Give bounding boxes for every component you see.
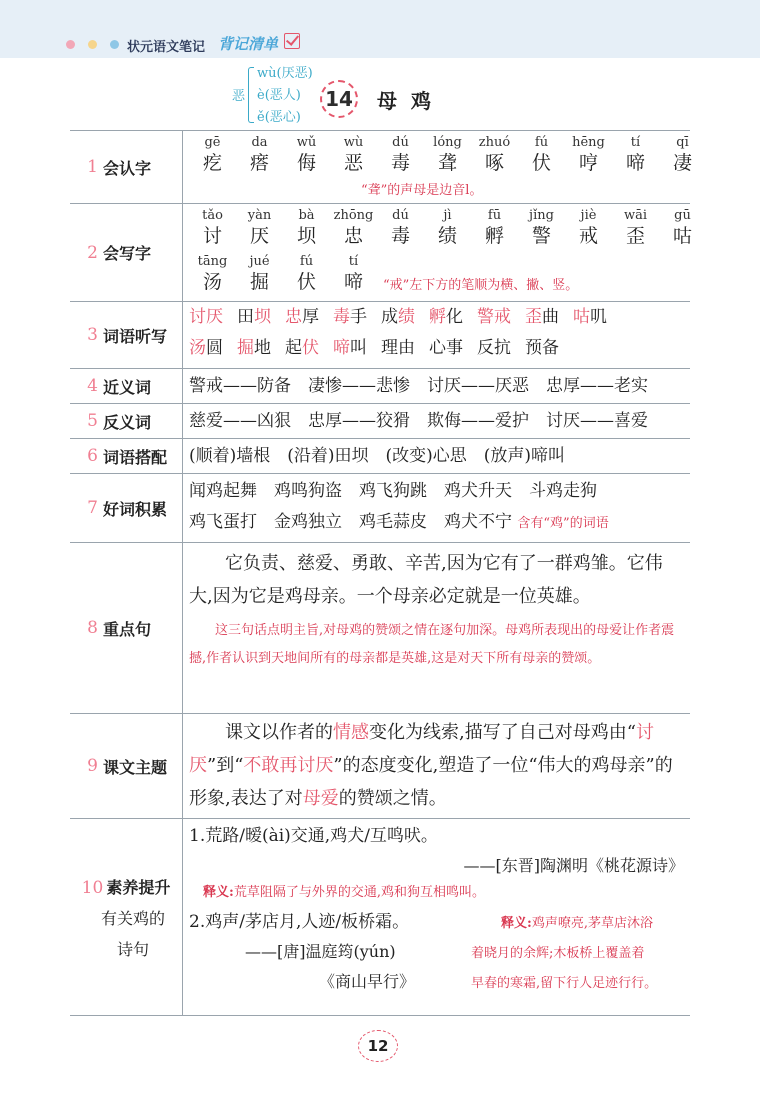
word-part: 厚 bbox=[302, 307, 319, 327]
brand-title: 状元语文笔记 bbox=[127, 40, 206, 55]
word-part: 圆 bbox=[206, 338, 223, 358]
notes-table bbox=[70, 130, 690, 1016]
section-content bbox=[183, 204, 706, 301]
word-part: 忠 bbox=[285, 307, 302, 327]
word-line: 闻鸡起舞 鸡鸣狗盗 鸡飞狗跳 鸡犬升天 斗鸡走狗 bbox=[189, 481, 597, 501]
annotation-note: “聋”的声母是边音l。 bbox=[361, 183, 483, 198]
pinyin-char bbox=[612, 135, 659, 175]
pinyin: qī bbox=[676, 135, 689, 150]
pinyin: yàn bbox=[247, 208, 272, 223]
pinyin-char bbox=[283, 135, 330, 175]
hanzi: 侮 bbox=[296, 152, 316, 174]
dictation-word bbox=[285, 307, 319, 327]
hanzi: 哼 bbox=[578, 152, 598, 174]
pinyin-char bbox=[471, 208, 518, 248]
word-line bbox=[189, 507, 690, 539]
section-label bbox=[70, 439, 183, 473]
word-line-text: 鸡飞蛋打 金鸡独立 鸡毛蒜皮 鸡犬不宁 bbox=[189, 512, 512, 532]
dictation-word bbox=[237, 307, 271, 327]
pinyin: lóng bbox=[433, 135, 462, 150]
pinyin-char bbox=[330, 208, 377, 248]
section-synonyms bbox=[70, 369, 690, 404]
pinyin: tí bbox=[630, 135, 641, 150]
dictation-word bbox=[381, 307, 415, 327]
section-title: 课文主题 bbox=[103, 757, 168, 777]
page-header bbox=[0, 0, 760, 58]
section-content bbox=[183, 474, 690, 542]
pinyin: fú bbox=[299, 254, 314, 269]
brace-icon bbox=[248, 67, 254, 123]
meaning-line: 早春的寒霜,留下行人足迹行行。 bbox=[471, 976, 658, 991]
polyphone-note bbox=[232, 62, 322, 128]
poem-source: 《商山早行》 bbox=[319, 972, 416, 991]
section-content bbox=[183, 302, 690, 368]
section-title: 词语听写 bbox=[103, 326, 168, 346]
pinyin: tǎo bbox=[202, 208, 223, 223]
hanzi: 毒 bbox=[390, 225, 410, 247]
word-part: 成 bbox=[381, 307, 398, 327]
poem-line: 2.鸡声/茅店月,人迹/板桥霜。 bbox=[189, 912, 410, 932]
pinyin-char bbox=[565, 135, 612, 175]
section-number: 1 bbox=[87, 157, 98, 177]
dictation-word bbox=[333, 307, 367, 327]
poem-meaning bbox=[189, 881, 690, 905]
pinyin: dú bbox=[392, 135, 409, 150]
hanzi: 警 bbox=[531, 225, 551, 247]
section-theme bbox=[70, 714, 690, 819]
dictation-word bbox=[429, 307, 463, 327]
theme-text: 的赞颂之情。 bbox=[338, 788, 447, 809]
section-title: 素养提升 bbox=[106, 877, 171, 897]
theme-text: ”的态度变化,塑造了一位“伟大的鸡母亲”的形象,表达了对 bbox=[189, 755, 673, 809]
word-part: 坝 bbox=[254, 307, 271, 327]
pinyin-char bbox=[189, 208, 236, 248]
hanzi: 孵 bbox=[484, 225, 504, 247]
section-title: 近义词 bbox=[103, 377, 152, 397]
hanzi: 啼 bbox=[343, 271, 363, 293]
section-sublabel: 诗句 bbox=[116, 939, 149, 959]
hanzi: 歪 bbox=[625, 225, 645, 247]
section-recognize-chars bbox=[70, 131, 690, 204]
pinyin-char bbox=[659, 135, 706, 175]
hanzi: 忠 bbox=[343, 225, 363, 247]
word-part: 孵 bbox=[429, 307, 446, 327]
hanzi: 凄 bbox=[672, 152, 692, 174]
meaning-text: 荒草阻隔了与外界的交通,鸡和狗互相鸣叫。 bbox=[233, 885, 485, 900]
section-title: 重点句 bbox=[103, 619, 152, 639]
decor-dot-blue bbox=[110, 40, 119, 49]
word-part: 歪 bbox=[525, 307, 542, 327]
pinyin: gū bbox=[674, 208, 691, 223]
section-title: 会认字 bbox=[103, 158, 152, 178]
section-number: 5 bbox=[87, 411, 98, 431]
dictation-word bbox=[429, 338, 463, 358]
collocations-text: (顺着)墙根 (沿着)田坝 (改变)心思 (放声)啼叫 bbox=[189, 446, 566, 466]
lesson-title: 母鸡 bbox=[377, 89, 445, 113]
meaning-line bbox=[471, 909, 657, 939]
hanzi: 啄 bbox=[484, 152, 504, 174]
poem-meaning bbox=[471, 907, 657, 999]
synonyms-text: 警戒——防备 凄惨——悲惨 讨厌——厌恶 忠厚——老实 bbox=[189, 376, 648, 396]
pinyin-char bbox=[565, 208, 612, 248]
dictation-word bbox=[477, 307, 511, 327]
dictation-word bbox=[525, 338, 559, 358]
pinyin-char bbox=[236, 208, 283, 248]
dictation-word bbox=[525, 307, 559, 327]
polyphone-char: 恶 bbox=[232, 89, 246, 104]
theme-highlight: 不敢再讨厌 bbox=[243, 755, 334, 776]
dictation-word bbox=[573, 307, 607, 327]
poem-block bbox=[189, 907, 690, 999]
hanzi: 绩 bbox=[437, 225, 457, 247]
pinyin-char bbox=[330, 135, 377, 175]
hanzi: 咕 bbox=[672, 225, 692, 247]
pinyin: dú bbox=[392, 208, 409, 223]
hanzi: 疙 bbox=[202, 152, 222, 174]
pinyin: bà bbox=[298, 208, 315, 223]
section-good-words bbox=[70, 474, 690, 543]
dictation-word bbox=[285, 338, 319, 358]
pinyin-char bbox=[236, 135, 283, 175]
section-label bbox=[70, 131, 183, 203]
hanzi: 掘 bbox=[249, 271, 269, 293]
meaning-line: 着晓月的余辉;木板桥上覆盖着 bbox=[471, 946, 645, 961]
section-antonyms bbox=[70, 404, 690, 439]
pinyin-char bbox=[518, 135, 565, 175]
key-sentence-paragraph: 它负责、慈爱、勇敢、辛苦,因为它有了一群鸡雏。它伟大,因为它是鸡母亲。一个母亲必定就是一位英雄。 bbox=[189, 553, 663, 607]
hanzi: 厌 bbox=[249, 225, 269, 247]
poem-source: ——[东晋]陶渊明《桃花源诗》 bbox=[463, 856, 684, 875]
pinyin: tí bbox=[348, 254, 359, 269]
checkmark-icon bbox=[284, 33, 300, 49]
word-part: 田 bbox=[237, 307, 254, 327]
antonyms-text: 慈爱——凶狠 忠厚——狡猾 欺侮——爱护 讨厌——喜爱 bbox=[189, 411, 648, 431]
hanzi: 汤 bbox=[202, 271, 222, 293]
section-content bbox=[183, 819, 690, 1015]
pinyin-char bbox=[283, 254, 330, 294]
word-part: 毒 bbox=[333, 307, 350, 327]
pinyin-char-row bbox=[189, 135, 706, 175]
pinyin: wǔ bbox=[296, 135, 317, 150]
section-content bbox=[183, 131, 706, 203]
word-part: 化 bbox=[446, 307, 463, 327]
pinyin-char bbox=[330, 254, 377, 294]
word-part: 叫 bbox=[350, 338, 367, 358]
annotation-note: “戒”左下方的笔顺为横、撇、竖。 bbox=[383, 278, 579, 293]
theme-paragraph bbox=[189, 716, 690, 815]
polyphone-reading: è(恶人) bbox=[257, 88, 301, 103]
theme-text: ”到“ bbox=[207, 755, 244, 776]
section-number: 7 bbox=[87, 498, 98, 518]
pinyin: tāng bbox=[197, 254, 228, 269]
lesson-number: 14 bbox=[320, 80, 358, 118]
pinyin-char bbox=[377, 208, 424, 248]
section-number: 4 bbox=[87, 376, 98, 396]
page-number: 12 bbox=[358, 1030, 398, 1062]
section-number: 8 bbox=[87, 618, 98, 638]
word-part: 手 bbox=[350, 307, 367, 327]
section-number: 10 bbox=[81, 877, 104, 898]
word-text: 心事 bbox=[429, 338, 463, 358]
pinyin: fū bbox=[487, 208, 502, 223]
hanzi: 伏 bbox=[531, 152, 551, 174]
pinyin: jǐng bbox=[529, 208, 554, 223]
pinyin-char bbox=[189, 135, 236, 175]
pinyin: da bbox=[251, 135, 268, 150]
pinyin: jì bbox=[443, 208, 452, 223]
section-label bbox=[70, 404, 183, 438]
hanzi: 坝 bbox=[296, 225, 316, 247]
pinyin-char bbox=[612, 208, 659, 248]
meaning-tag: 释义: bbox=[501, 916, 532, 931]
hanzi: 恶 bbox=[343, 152, 363, 174]
pinyin: zhōng bbox=[333, 208, 374, 223]
pinyin: jué bbox=[249, 254, 270, 269]
dictation-word bbox=[189, 307, 223, 327]
dictation-word bbox=[189, 338, 223, 358]
theme-highlight: 母爱 bbox=[302, 788, 339, 809]
word-line bbox=[189, 302, 690, 333]
decor-dot-yellow bbox=[88, 40, 97, 49]
section-title: 词语搭配 bbox=[103, 447, 168, 467]
header-subtitle: 背记清单 bbox=[218, 35, 279, 53]
word-part: 掘 bbox=[237, 338, 254, 358]
polyphone-reading: ě(恶心) bbox=[257, 110, 301, 125]
hanzi: 瘩 bbox=[249, 152, 269, 174]
word-part: 绩 bbox=[398, 307, 415, 327]
section-label bbox=[70, 714, 183, 818]
theme-text: 课文以作者的 bbox=[225, 722, 333, 743]
meaning-tag: 释义: bbox=[203, 885, 234, 900]
section-title: 反义词 bbox=[103, 412, 152, 432]
section-number: 2 bbox=[87, 242, 98, 263]
theme-highlight: 情感 bbox=[333, 722, 369, 743]
poem-line: 1.荒路/暧(ài)交通,鸡犬/互鸣吠。 bbox=[189, 826, 438, 846]
hanzi: 戒 bbox=[578, 225, 598, 247]
hanzi: 讨 bbox=[202, 225, 222, 247]
hanzi: 伏 bbox=[296, 271, 316, 293]
pinyin-char-row bbox=[189, 208, 706, 248]
word-part: 起 bbox=[285, 338, 302, 358]
section-content bbox=[183, 543, 690, 713]
word-part: 叽 bbox=[590, 307, 607, 327]
section-key-sentences bbox=[70, 543, 690, 714]
pinyin: gē bbox=[204, 135, 221, 150]
section-content bbox=[183, 714, 690, 818]
section-label bbox=[70, 369, 183, 403]
word-line bbox=[189, 333, 690, 364]
pinyin: wāi bbox=[623, 208, 648, 223]
section-write-chars bbox=[70, 204, 690, 302]
dictation-word bbox=[477, 338, 511, 358]
pinyin: jiè bbox=[580, 208, 597, 223]
hanzi: 啼 bbox=[625, 152, 645, 174]
theme-highlight: 讨厌 bbox=[189, 722, 654, 776]
pinyin: wù bbox=[343, 135, 364, 150]
section-dictation bbox=[70, 302, 690, 369]
word-part: 伏 bbox=[302, 338, 319, 358]
pinyin-char bbox=[283, 208, 330, 248]
section-number: 9 bbox=[87, 756, 98, 776]
hanzi: 聋 bbox=[437, 152, 457, 174]
pinyin-char bbox=[518, 208, 565, 248]
dictation-word bbox=[333, 338, 367, 358]
word-text: 反抗 bbox=[477, 338, 511, 358]
poem-source: ——[唐]温庭筠(yún) bbox=[245, 942, 396, 961]
pinyin-char bbox=[377, 135, 424, 175]
pinyin-char bbox=[471, 135, 518, 175]
pinyin-char bbox=[189, 254, 236, 294]
pinyin-char bbox=[424, 135, 471, 175]
meaning-text: 鸡声嘹亮,茅草店沐浴 bbox=[531, 916, 653, 931]
section-number: 3 bbox=[87, 325, 98, 345]
word-part: 汤 bbox=[189, 338, 206, 358]
dictation-word bbox=[381, 338, 415, 358]
pinyin-char bbox=[236, 254, 283, 294]
word-text: 讨厌 bbox=[189, 307, 223, 327]
section-label bbox=[70, 543, 183, 713]
section-label-main bbox=[82, 875, 171, 898]
pinyin-char bbox=[659, 208, 706, 248]
word-part: 地 bbox=[254, 338, 271, 358]
pinyin: fú bbox=[534, 135, 549, 150]
poem-left bbox=[189, 907, 471, 999]
pinyin-char bbox=[424, 208, 471, 248]
annotation-note: 含有“鸡”的词语 bbox=[517, 516, 609, 531]
section-collocations bbox=[70, 439, 690, 474]
hanzi: 毒 bbox=[390, 152, 410, 174]
section-label bbox=[70, 819, 183, 1015]
section-number: 6 bbox=[87, 446, 98, 466]
word-text: 预备 bbox=[525, 338, 559, 358]
word-text: 警戒 bbox=[477, 307, 511, 327]
word-text: 理由 bbox=[381, 338, 415, 358]
section-label bbox=[70, 474, 183, 542]
pinyin: hēng bbox=[572, 135, 605, 150]
section-sublabel: 有关鸡的 bbox=[100, 908, 165, 928]
section-title: 好词积累 bbox=[103, 499, 168, 519]
theme-text: 变化为线索,描写了自己对母鸡由“ bbox=[369, 722, 636, 743]
decor-dot-pink bbox=[66, 40, 75, 49]
word-part: 咕 bbox=[573, 307, 590, 327]
word-part: 啼 bbox=[333, 338, 350, 358]
word-part: 曲 bbox=[542, 307, 559, 327]
section-label bbox=[70, 302, 183, 368]
annotation-note: 这三句话点明主旨,对母鸡的赞颂之情在逐句加深。母鸡所表现出的母爱让作者震撼,作者认识到天地间所有的母亲都是英雄,这是对天下所有母亲的赞颂。 bbox=[189, 623, 675, 666]
pinyin: zhuó bbox=[478, 135, 511, 150]
polyphone-reading: wù(厌恶) bbox=[257, 66, 313, 81]
section-literacy bbox=[70, 819, 690, 1016]
section-label bbox=[70, 204, 183, 301]
dictation-word bbox=[237, 338, 271, 358]
section-title: 会写字 bbox=[103, 244, 152, 263]
